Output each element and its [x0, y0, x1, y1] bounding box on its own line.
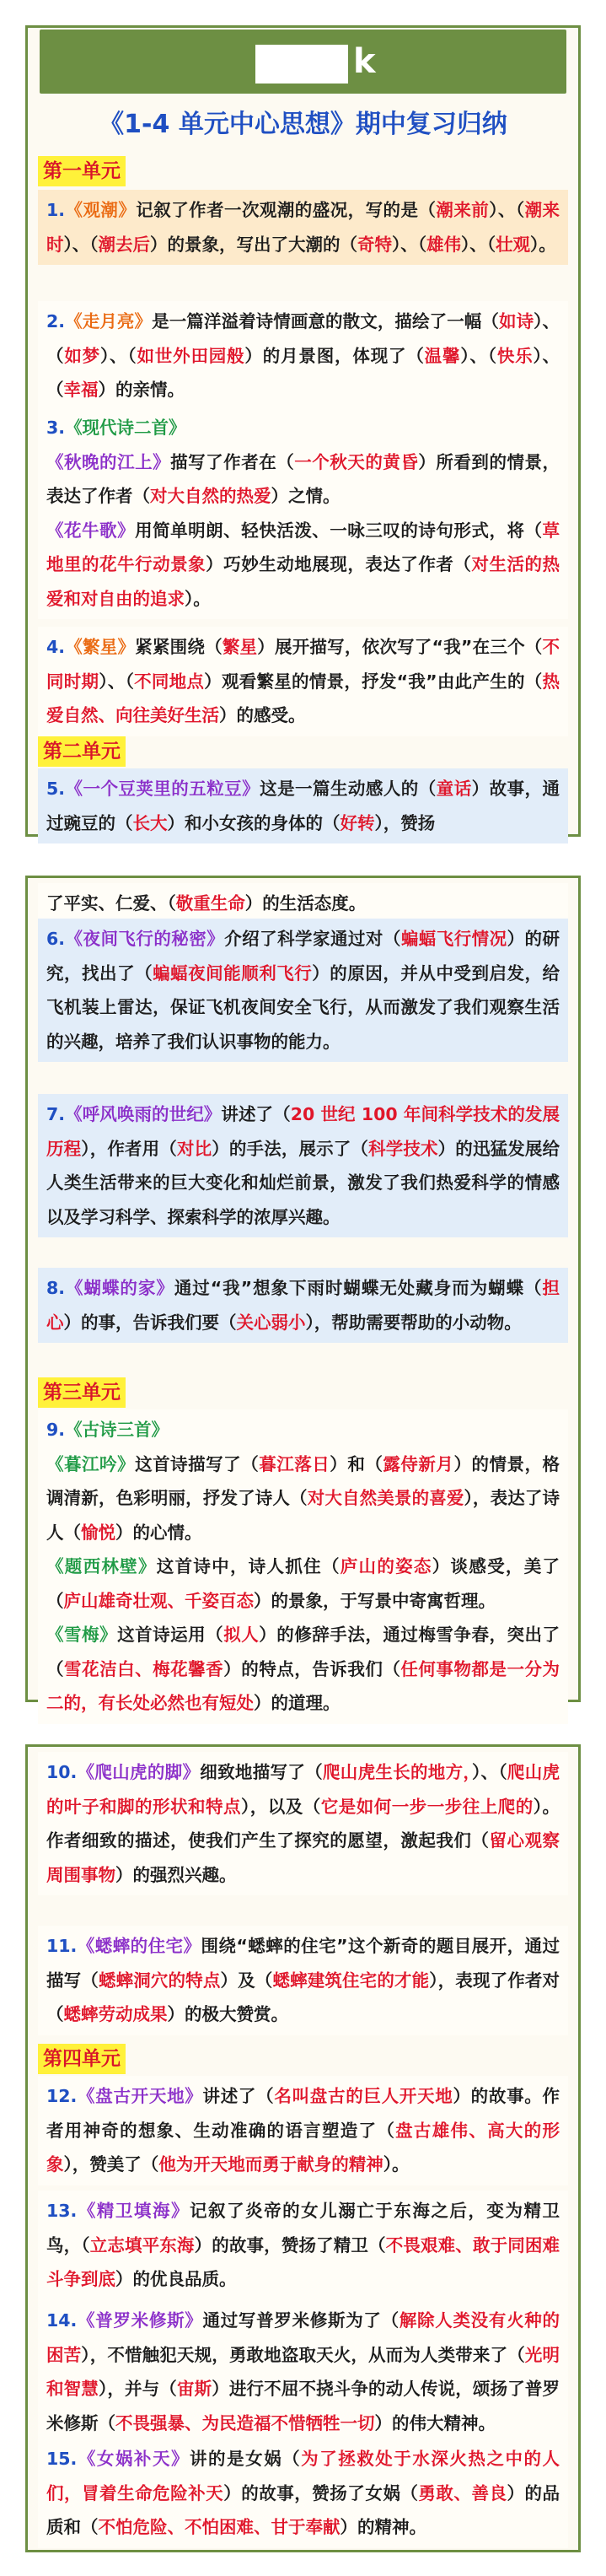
item-1 — [38, 190, 568, 265]
summary-card-1 — [25, 25, 581, 837]
item-15 — [38, 2439, 568, 2548]
item-2 — [38, 301, 568, 411]
item-3-heading: 3.《现代诗二首》 — [46, 418, 186, 438]
item-8-text: 8.《蝴蝶的家》通过“我”想象下雨时蝴蝶无处藏身而为蝴蝶（担心）的事，告诉我们要（关心弱小），帮助需要帮助的小动物。 — [46, 1278, 560, 1333]
unit-heading-2 — [38, 736, 126, 767]
item-11-text: 11.《蟋蟀的住宅》围绕“蟋蟀的住宅”这个新奇的题目展开，通过描写（蟋蟀洞穴的特点）及（蟋蟀建筑住宅的才能），表现了作者对（蟋蟀劳动成果）的极大赞赏。 — [46, 1936, 560, 2024]
item-15-text: 15.《女娲补天》讲的是女娲（为了拯救处于水深火热之中的人们，冒着生命危险补天）的故事，赞扬了女娲（勇敢、善良）的品质和（不怕危险、不怕困难、甘于奉献）的精神。 — [46, 2449, 560, 2537]
item-3a-text: 《秋晚的江上》描写了作者在（一个秋天的黄昏）所看到的情景，表达了作者（对大自然的热爱）之情。 — [46, 451, 560, 506]
item-13-text: 13.《精卫填海》记叙了炎帝的女儿溺亡于东海之后，变为精卫鸟，（立志填平东海）的故事，赞扬了精卫（不畏艰难、敢于同困难斗争到底）的优良品质。 — [46, 2201, 560, 2289]
unit-label: 第四单元 — [38, 2044, 126, 2074]
item-5-continued-text: 了平实、仁爱、（敬重生命）的生活态度。 — [46, 893, 367, 913]
item-14-text: 14.《普罗米修斯》通过写普罗米修斯为了（解除人类没有火种的困苦），不惜触犯天规，勇敢地盗取天火，从而为人类带来了（光明和智慧），并与（宙斯）进行不屈不挠斗争的动人传说，颂扬了普罗米修斯（不畏强暴、为民造福不惜牺牲一切）的伟大精神。 — [46, 2310, 560, 2433]
summary-card-3 — [25, 1744, 581, 2552]
item-10-text: 10.《爬山虎的脚》细致地描写了（爬山虎生长的地方，）、（爬山虎的叶子和脚的形状和特点），以及（它是如何一步一步往上爬的）。作者细致的描述，使我们产生了探究的愿望，激起我们（留心观察周围事物）的强烈兴趣。 — [46, 1762, 560, 1885]
header-logo-box — [255, 45, 348, 84]
item-9a-text: 《暮江吟》这首诗描写了（暮江落日）和（露侍新月）的情景，格调清新，色彩明丽，抒发了诗人（对大自然美景的喜爱），表达了诗人（愉悦）的心情。 — [46, 1453, 560, 1543]
header-banner — [40, 30, 566, 94]
unit-heading-4 — [38, 2044, 126, 2074]
unit-heading-3 — [38, 1377, 126, 1408]
item-7 — [38, 1094, 568, 1237]
item-6 — [38, 919, 568, 1062]
item-4-text: 4.《繁星》紧紧围绕（繁星）展开描写，依次写了“我”在三个（不同时期）、（不同地点）观看繁星的情景，抒发“我”由此产生的（热爱自然、向往美好生活）的感受。 — [46, 637, 560, 725]
item-6-text: 6.《夜间飞行的秘密》介绍了科学家通过对（蝙蝠飞行情况）的研究，找出了（蝙蝠夜间能顺利飞行）的原因，并从中受到启发，给飞机装上雷达，保证飞机夜间安全飞行，从而激发了我们观察生活的兴趣，培养了我们认识事物的能力。 — [46, 929, 560, 1052]
unit-heading-1 — [38, 156, 126, 186]
summary-card-2 — [25, 876, 581, 1713]
item-5-text: 5.《一个豆荚里的五粒豆》这是一篇生动感人的（童话）故事，通过豌豆的（长大）和小女孩的身体的（好转），赞扬 — [46, 779, 560, 833]
item-9 — [38, 1409, 568, 1724]
item-11 — [38, 1926, 568, 2035]
unit-label: 第一单元 — [38, 156, 126, 186]
unit-label: 第二单元 — [38, 736, 126, 767]
item-12-text: 12.《盘古开天地》讲述了（名叫盘古的巨人开天地）的故事。作者用神奇的想象、生动准确的语言塑造了（盘古雄伟、高大的形象），赞美了（他为开天地而勇于献身的精神）。 — [46, 2086, 560, 2175]
item-3b-text: 《花牛歌》用简单明朗、轻快活泼、一咏三叹的诗句形式，将（草地里的花牛行动景象）巧妙生动地展现，表达了作者（对生活的热爱和对自由的追求）。 — [46, 520, 560, 609]
item-1-text: 1.《观潮》记叙了作者一次观潮的盛况，写的是（潮来前）、（潮来时）、（潮去后）的景象，写出了大潮的（奇特）、（雄伟）、（壮观）。 — [46, 200, 560, 255]
item-8 — [38, 1268, 568, 1343]
page-title: 《1-4 单元中心思想》期中复习归纳 — [99, 110, 507, 139]
item-12 — [38, 2076, 568, 2185]
item-4 — [38, 627, 568, 736]
item-3 — [38, 407, 568, 619]
item-10 — [38, 1752, 568, 1895]
item-9c-text: 《雪梅》这首诗运用（拟人）的修辞手法，通过梅雪争春，突出了（雪花洁白、梅花馨香）的特点，告诉我们（任何事物都是一分为二的，有长处必然也有短处）的道理。 — [46, 1625, 560, 1713]
item-7-text: 7.《呼风唤雨的世纪》讲述了（20 世纪 100 年间科学技术的发展历程），作者用（对比）的手法，展示了（科学技术）的迅猛发展给人类生活带来的巨大变化和灿烂前景，激发了我们热爱科学的情感以及学习科学、探索科学的浓厚兴趣。 — [46, 1104, 560, 1227]
item-5 — [38, 768, 568, 843]
item-9-heading: 9.《古诗三首》 — [46, 1420, 169, 1440]
header-logo-mark: k — [353, 42, 376, 81]
unit-label: 第三单元 — [38, 1377, 126, 1408]
item-13 — [38, 2191, 568, 2300]
item-14 — [38, 2300, 568, 2444]
item-9b-text: 《题西林壁》这首诗中，诗人抓住（庐山的姿态）谈感受，美了（庐山雄奇壮观、千姿百态）的景象，于写景中寄寓哲理。 — [46, 1556, 560, 1611]
item-2-text: 2.《走月亮》是一篇洋溢着诗情画意的散文，描绘了一幅（如诗）、（如梦）、（如世外田园般）的月景图，体现了（温馨）、（快乐）、（幸福）的亲情。 — [46, 311, 560, 400]
